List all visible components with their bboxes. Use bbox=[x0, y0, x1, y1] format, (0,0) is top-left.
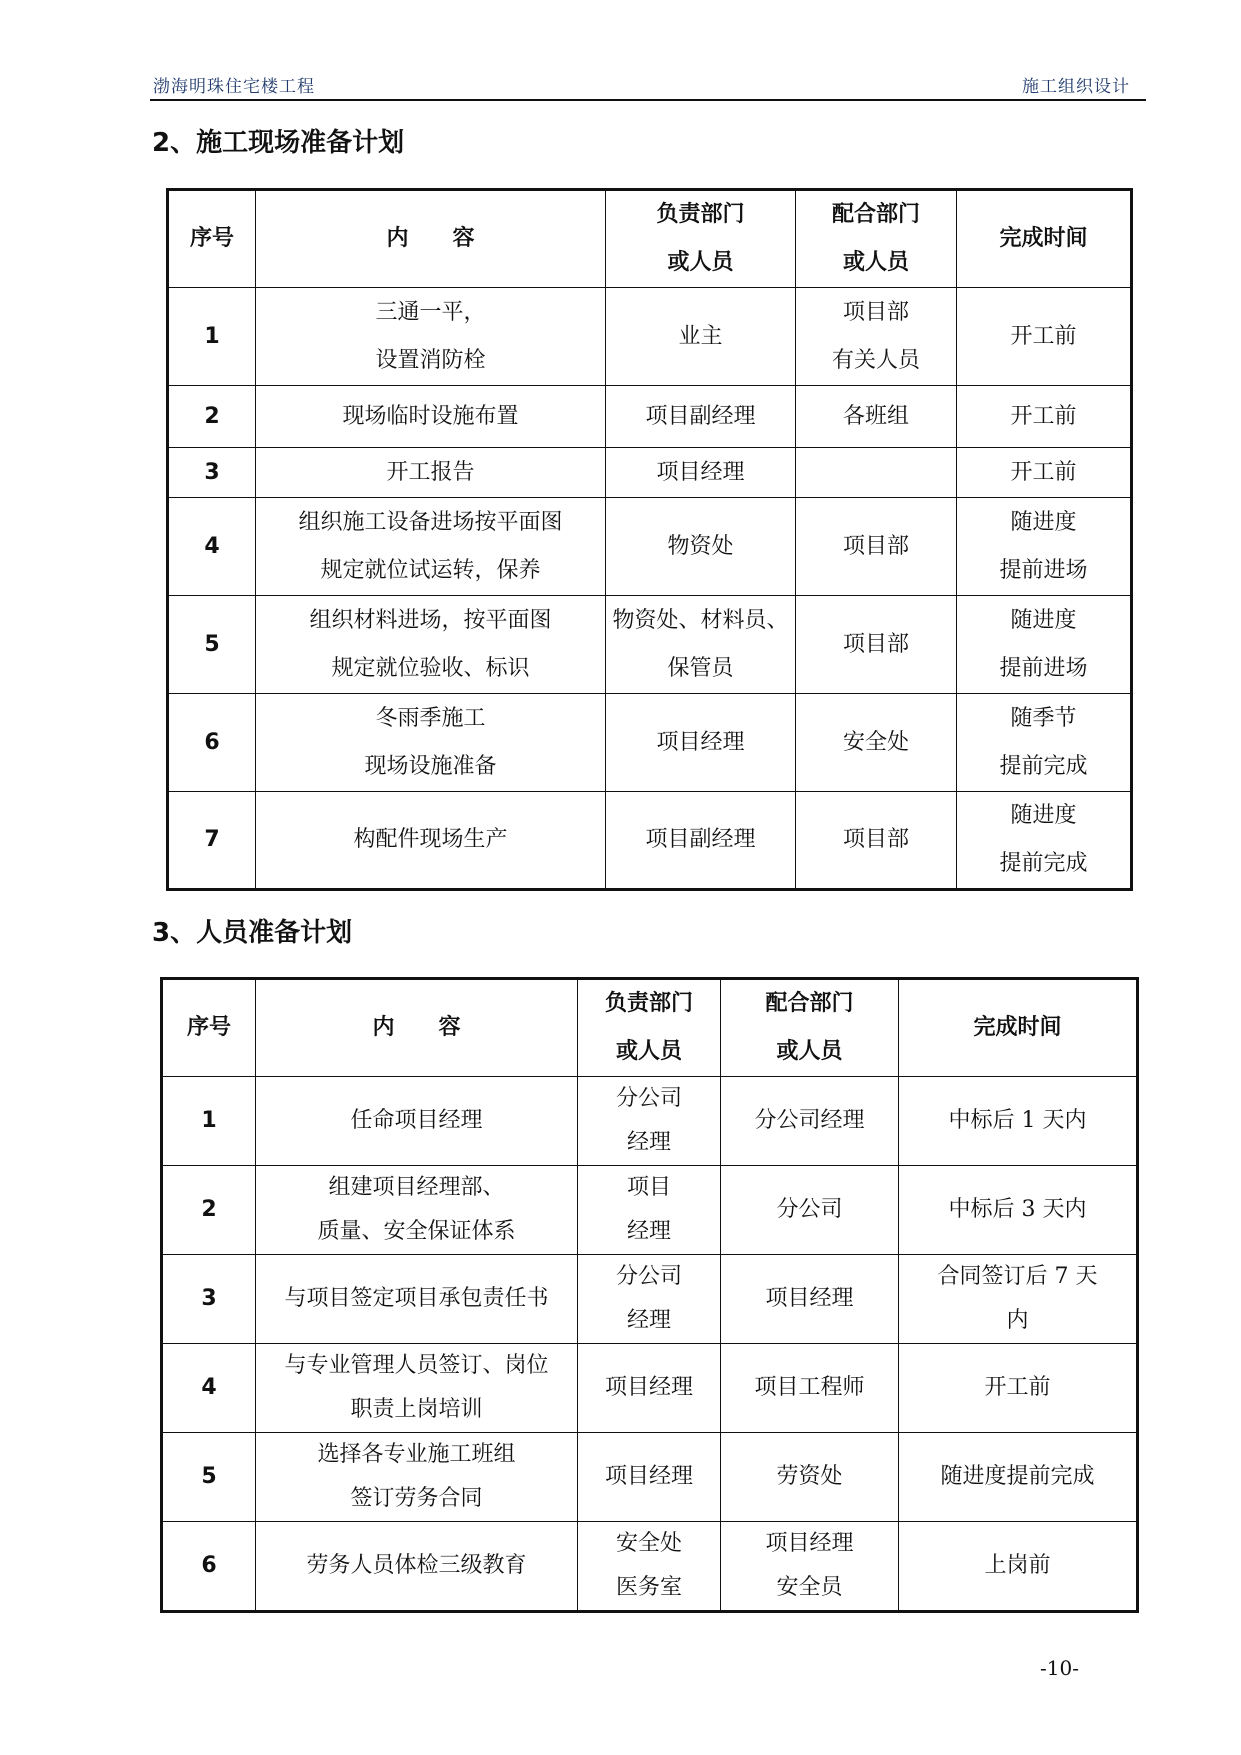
row-content-line: 冬雨季施工 bbox=[375, 705, 486, 731]
row-cooperate bbox=[721, 1522, 899, 1612]
document-header-project: 渤海明珠住宅楼工程 bbox=[153, 77, 315, 97]
row-responsible-line: 物资处、材料员、 bbox=[612, 607, 789, 633]
header-responsible-line: 负责部门 bbox=[656, 202, 745, 227]
row-time-line: 开工前 bbox=[1010, 323, 1077, 349]
row-cooperate-line: 项目部 bbox=[842, 631, 909, 657]
row-content-line: 规定就位试运转，保养 bbox=[320, 557, 541, 583]
row-content-line: 三通一平， bbox=[375, 299, 486, 325]
table-row bbox=[162, 1166, 1138, 1255]
header-time: 完成时间 bbox=[899, 979, 1138, 1077]
site-preparation-rows bbox=[168, 288, 1132, 890]
row-time bbox=[899, 1166, 1138, 1255]
row-cooperate bbox=[796, 498, 957, 596]
row-cooperate-line: 有关人员 bbox=[831, 347, 920, 373]
row-responsible-line: 经理 bbox=[626, 1130, 671, 1155]
row-content-line: 劳务人员体检三级教育 bbox=[306, 1553, 527, 1578]
row-responsible bbox=[578, 1077, 721, 1166]
site-preparation-table bbox=[166, 188, 1133, 891]
row-responsible bbox=[606, 386, 796, 448]
row-cooperate bbox=[796, 288, 957, 386]
row-time bbox=[899, 1077, 1138, 1166]
row-time bbox=[899, 1522, 1138, 1612]
header-no: 序号 bbox=[168, 190, 256, 288]
row-cooperate-line: 劳资处 bbox=[776, 1464, 843, 1489]
header-content: 内 容 bbox=[256, 190, 606, 288]
header-responsible-line: 或人员 bbox=[615, 1039, 682, 1064]
row-cooperate bbox=[721, 1255, 899, 1344]
header-rule bbox=[150, 99, 1146, 101]
row-responsible-line: 分公司 bbox=[615, 1086, 682, 1111]
row-cooperate-line: 项目部 bbox=[842, 533, 909, 559]
row-responsible bbox=[606, 694, 796, 792]
row-cooperate bbox=[796, 792, 957, 890]
row-time bbox=[957, 694, 1132, 792]
row-content-line: 质量、安全保证体系 bbox=[317, 1219, 516, 1244]
row-cooperate-line: 分公司经理 bbox=[754, 1108, 865, 1133]
row-content bbox=[256, 288, 606, 386]
table-row bbox=[162, 1255, 1138, 1344]
table-row bbox=[168, 288, 1132, 386]
row-time-line: 中标后 1 天内 bbox=[948, 1108, 1087, 1133]
row-time bbox=[957, 498, 1132, 596]
table-row bbox=[162, 1433, 1138, 1522]
row-time-line: 随进度 bbox=[1010, 607, 1077, 633]
row-responsible-line: 分公司 bbox=[615, 1264, 682, 1289]
row-content bbox=[256, 1433, 578, 1522]
table-row bbox=[168, 596, 1132, 694]
row-number: 6 bbox=[162, 1522, 256, 1612]
row-time-line: 随进度 bbox=[1010, 509, 1077, 535]
row-responsible-line: 项目经理 bbox=[656, 459, 745, 485]
row-content-line: 任命项目经理 bbox=[350, 1108, 483, 1133]
row-time-line: 内 bbox=[1006, 1308, 1029, 1333]
header-responsible bbox=[606, 190, 796, 288]
table-row bbox=[168, 694, 1132, 792]
row-content-line: 与专业管理人员签订、岗位 bbox=[284, 1353, 549, 1378]
table-row bbox=[168, 386, 1132, 448]
row-content-line: 现场临时设施布置 bbox=[342, 403, 519, 429]
row-content bbox=[256, 1077, 578, 1166]
row-responsible bbox=[578, 1255, 721, 1344]
row-time bbox=[957, 386, 1132, 448]
row-content bbox=[256, 498, 606, 596]
row-content-line: 现场设施准备 bbox=[364, 753, 497, 779]
row-time-line: 提前进场 bbox=[999, 655, 1088, 681]
row-time-line: 随季节 bbox=[1010, 705, 1077, 731]
row-time-line: 合同签订后 7 天 bbox=[937, 1264, 1098, 1289]
row-cooperate-line: 项目经理 bbox=[765, 1286, 854, 1311]
header-cooperate bbox=[796, 190, 957, 288]
header-responsible bbox=[578, 979, 721, 1077]
row-content bbox=[256, 694, 606, 792]
row-content-line: 与项目签定项目承包责任书 bbox=[284, 1286, 549, 1311]
header-no: 序号 bbox=[162, 979, 256, 1077]
row-cooperate bbox=[796, 596, 957, 694]
row-time-line: 开工前 bbox=[984, 1375, 1051, 1400]
row-time bbox=[957, 448, 1132, 498]
row-responsible-line: 项目经理 bbox=[656, 729, 745, 755]
header-cooperate bbox=[721, 979, 899, 1077]
header-content: 内 容 bbox=[256, 979, 578, 1077]
row-time-line: 随进度 bbox=[1010, 803, 1077, 828]
row-time-line: 开工前 bbox=[1010, 403, 1077, 429]
row-responsible-line: 项目副经理 bbox=[645, 403, 756, 429]
row-number: 1 bbox=[168, 288, 256, 386]
row-number: 2 bbox=[168, 386, 256, 448]
document-header-doc-type: 施工组织设计 bbox=[1022, 77, 1130, 97]
row-number: 7 bbox=[168, 792, 256, 890]
row-cooperate-line: 各班组 bbox=[842, 403, 909, 429]
row-content bbox=[256, 1344, 578, 1433]
row-content-line: 开工报告 bbox=[386, 459, 475, 485]
row-responsible bbox=[606, 448, 796, 498]
row-responsible-line: 医务室 bbox=[615, 1575, 682, 1600]
row-content-line: 构配件现场生产 bbox=[353, 827, 508, 852]
header-cooperate-line: 或人员 bbox=[776, 1039, 843, 1064]
row-content bbox=[256, 792, 606, 890]
row-responsible-line: 项目 bbox=[626, 1175, 671, 1200]
header-cooperate-line: 配合部门 bbox=[765, 991, 854, 1016]
row-content bbox=[256, 448, 606, 498]
section-title-site-preparation: 2、施工现场准备计划 bbox=[152, 128, 405, 158]
row-responsible bbox=[578, 1433, 721, 1522]
row-number: 2 bbox=[162, 1166, 256, 1255]
row-number: 3 bbox=[162, 1255, 256, 1344]
header-responsible-line: 负责部门 bbox=[604, 991, 693, 1016]
row-cooperate bbox=[721, 1344, 899, 1433]
row-time-line: 随进度提前完成 bbox=[940, 1464, 1095, 1489]
row-responsible-line: 业主 bbox=[678, 323, 723, 349]
row-time-line: 提前完成 bbox=[999, 753, 1088, 779]
row-time bbox=[957, 288, 1132, 386]
row-responsible bbox=[578, 1166, 721, 1255]
row-content bbox=[256, 386, 606, 448]
row-content-line: 职责上岗培训 bbox=[350, 1397, 483, 1422]
row-time-line: 开工前 bbox=[1010, 459, 1077, 485]
row-number: 4 bbox=[162, 1344, 256, 1433]
table-row bbox=[162, 1344, 1138, 1433]
row-responsible bbox=[606, 792, 796, 890]
row-responsible-line: 项目经理 bbox=[604, 1375, 693, 1400]
row-number: 3 bbox=[168, 448, 256, 498]
row-responsible-line: 保管员 bbox=[667, 655, 734, 681]
table-row bbox=[162, 1522, 1138, 1612]
row-cooperate bbox=[796, 386, 957, 448]
row-cooperate-line: 项目工程师 bbox=[754, 1375, 865, 1400]
section-title-personnel-preparation: 3、人员准备计划 bbox=[152, 918, 353, 948]
row-responsible-line: 物资处 bbox=[667, 533, 734, 559]
row-time bbox=[899, 1344, 1138, 1433]
row-responsible-line: 经理 bbox=[626, 1308, 671, 1333]
row-content-line: 签订劳务合同 bbox=[350, 1486, 483, 1511]
table-row bbox=[168, 448, 1132, 498]
row-responsible-line: 安全处 bbox=[615, 1531, 682, 1556]
table-row bbox=[162, 1077, 1138, 1166]
row-time-line: 提前完成 bbox=[999, 851, 1088, 876]
row-time bbox=[899, 1255, 1138, 1344]
row-cooperate-line: 项目部 bbox=[842, 827, 909, 852]
row-cooperate bbox=[721, 1433, 899, 1522]
table-row bbox=[168, 498, 1132, 596]
row-responsible bbox=[606, 288, 796, 386]
row-content-line: 选择各专业施工班组 bbox=[317, 1442, 516, 1467]
row-content-line: 规定就位验收、标识 bbox=[331, 655, 530, 681]
row-responsible-line: 项目经理 bbox=[604, 1464, 693, 1489]
row-cooperate-line: 项目经理 bbox=[765, 1531, 854, 1556]
row-time bbox=[957, 596, 1132, 694]
row-cooperate bbox=[796, 694, 957, 792]
row-number: 4 bbox=[168, 498, 256, 596]
row-content bbox=[256, 1522, 578, 1612]
row-responsible bbox=[606, 498, 796, 596]
row-number: 6 bbox=[168, 694, 256, 792]
row-cooperate bbox=[796, 448, 957, 498]
row-content bbox=[256, 1166, 578, 1255]
row-responsible-line: 项目副经理 bbox=[645, 827, 756, 852]
row-cooperate bbox=[721, 1166, 899, 1255]
row-cooperate-line: 安全处 bbox=[842, 729, 909, 755]
row-cooperate-line: 项目部 bbox=[842, 299, 909, 325]
row-responsible bbox=[578, 1344, 721, 1433]
header-time: 完成时间 bbox=[957, 190, 1132, 288]
header-responsible-line: 或人员 bbox=[667, 250, 734, 275]
row-cooperate-line: 分公司 bbox=[776, 1197, 843, 1222]
header-cooperate-line: 配合部门 bbox=[831, 202, 920, 227]
header-cooperate-line: 或人员 bbox=[842, 250, 909, 275]
row-content-line: 组织材料进场，按平面图 bbox=[309, 607, 552, 633]
row-time bbox=[899, 1433, 1138, 1522]
personnel-preparation-table bbox=[160, 977, 1139, 1613]
row-content bbox=[256, 1255, 578, 1344]
row-content-line: 组建项目经理部、 bbox=[328, 1175, 505, 1200]
row-number: 1 bbox=[162, 1077, 256, 1166]
row-time-line: 上岗前 bbox=[984, 1553, 1051, 1578]
personnel-preparation-rows bbox=[162, 1077, 1138, 1612]
row-time bbox=[957, 792, 1132, 890]
row-content-line: 组织施工设备进场按平面图 bbox=[298, 509, 563, 535]
row-time-line: 提前进场 bbox=[999, 557, 1088, 583]
row-responsible bbox=[578, 1522, 721, 1612]
row-number: 5 bbox=[168, 596, 256, 694]
table-row bbox=[168, 792, 1132, 890]
row-responsible-line: 经理 bbox=[626, 1219, 671, 1244]
row-content-line: 设置消防栓 bbox=[375, 347, 486, 373]
page-number: -10- bbox=[1040, 1656, 1079, 1680]
row-number: 5 bbox=[162, 1433, 256, 1522]
row-content bbox=[256, 596, 606, 694]
row-responsible bbox=[606, 596, 796, 694]
row-time-line: 中标后 3 天内 bbox=[948, 1197, 1087, 1222]
row-cooperate bbox=[721, 1077, 899, 1166]
row-cooperate-line: 安全员 bbox=[776, 1575, 843, 1600]
